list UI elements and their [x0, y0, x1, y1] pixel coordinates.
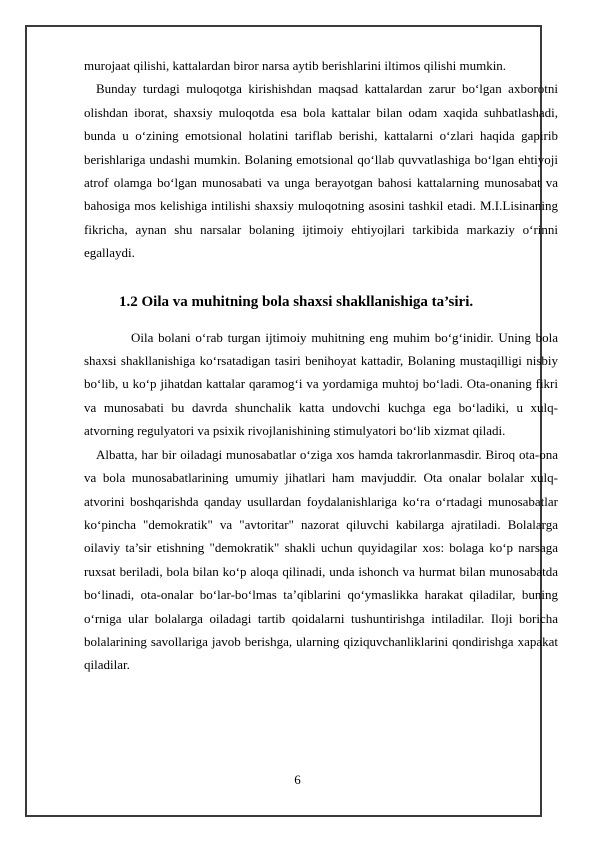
- paragraph: Albatta, har bir oiladagi munosabatlar o‘ziga xos hamda takrorlanmasdir. Biroq ota-ona va bola munosabatlarining umumiy jihatlari ham mavjuddir. Ota onalar bolalar xulq- atvorini boshqarishda qanday usullardan foydalanishlariga ko‘ra o‘rtadagi munosabatlar ko‘pincha "demokratik" va "avtoritar" nazorat qiluvchi kabilarga ajratiladi. Bolalarga oilaviy ta’sir etishning "demokratik" shakli uchun quyidagilar xos: bolaga ko‘p narsaga ruxsat beriladi, bola bilan ko‘p aloqa qilinadi, unda ishonch va hurmat bilan munosabatda bo‘linadi, ota-onalar bo‘lar-bo‘lmas ta’qiblarini qo‘ymaslikka harakat qiladilar, buning o‘rniga ular bolalarga oiladagi tartib qoidalarni tushuntirishga intiladilar. Iloji boricha bolalarining savollariga javob berishga, ularning qiziquvchanliklarini qondirishga xapakat qiladilar.: [84, 446, 558, 673]
- paragraph: murojaat qilishi, kattalardan biror narsa aytib berishlarini iltimos qilishi mumkin.: [84, 58, 507, 73]
- page-number: 6: [294, 772, 301, 787]
- section-heading: 1.2 Oila va muhitning bola shaxsi shakllanishiga ta’siri.: [119, 293, 474, 310]
- paragraph: Oila bolani o‘rab turgan ijtimoiy muhitning eng muhim bo‘g‘inidir. Uning bola shaxsi shakllanishiga ko‘rsatadigan tasiri benihoyat kattadir, Bolaning mustaqilligi nisbiy bo‘lib, u ko‘p jihatdan kattalar qaramog‘i va yordamiga muhtoj bo‘ladi. Ota-onaning fikri va munosabati bu davrda shunchalik katta undovchi kuchga ega bo‘ladiki, u xulq-atvorning regulyatori va psixik rivojlanishining stimulyatori bo‘lib xizmat qiladi.: [84, 329, 558, 439]
- paragraph: Bunday turdagi muloqotga kirishishdan maqsad kattalardan zarur bo‘lgan axborotni olishdan iborat, shaxsiy muloqotda esa bola kattalar bilan odam xaqida suhbatlashadi, bunda u o‘zining emotsional holatini tariflab berishi, kattalarni o‘zlari haqida gapirib berishlariga undashi mumkin. Bolaning emotsional qo‘llab quvvatlashiga bo‘lgan ehtiyoji atrof olamga bo‘lgan munosabati va unga berayotgan bahosi kattalarning munosabat va bahosiga mos kelishiga intilishi shaxsiy muloqotning asosini tashkil etadi. M.I.Lisinaning fikricha, aynan shu narsalar bolaning ijtimoiy ehtiyojlari tarkibida markaziy o‘rinni egallaydi.: [84, 81, 558, 261]
- document-body: [84, 54, 558, 677]
